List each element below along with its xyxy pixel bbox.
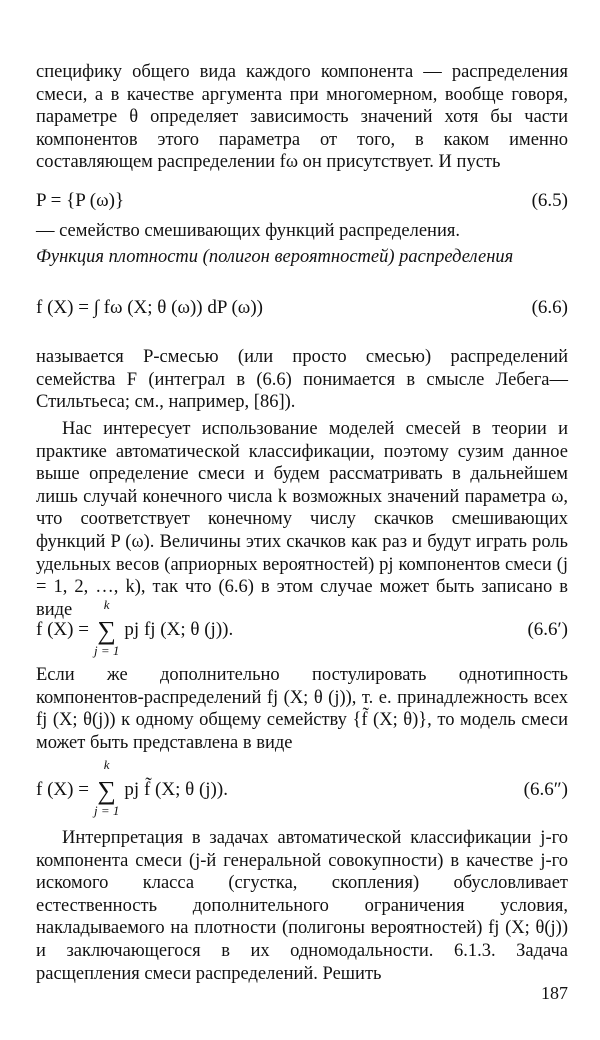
sum-upper-limit: k [103,756,110,772]
formula-6-6-double-prime-number: (6.6″) [523,779,568,800]
formula-6-6-prime-rhs: pj fj (X; θ (j)). [124,619,234,640]
formula-6-5 [36,186,568,216]
paragraph-intro-text: специфику общего вида каждого компонента — распределения смеси, а в качестве аргумента при многомерном, вообще говоря, параметре θ определяет зависимость значений хотя бы части компонентов этого параметра от того, в каком именно составляющем распределении fω он присутствует. И пусть [36,62,568,173]
formula-6-6-expr: f (X) = ∫ fω (X; θ (ω)) dP (ω)) [36,297,263,318]
paragraph-interpretation [36,827,568,985]
formula-6-6-prime-number: (6.6′) [527,619,568,640]
formula-6-5-expr: P = {P (ω)} [36,190,125,211]
formula-6-6-double-prime [36,756,568,820]
formula-6-6-double-prime-lhs: f (X) = [36,779,89,800]
paragraph-interpretation-text: Интерпретация в задачах автоматической классификации j-го компонента смеси (j-й генеральной совокупности) в качестве j-го искомого класса (сгустка, скопления) обусловливает естественность дополнительного ограничения условия, накладываемого на плотности (полигоны вероятностей) fj (X; θ(j)) и заключающегося в их одномодальности. 6.1.3. Задача расщепления смеси распределений. Решить [36,828,568,984]
paragraph-homogeneity [36,664,568,754]
paragraph-density-heading [36,246,568,269]
paragraph-density-heading-text: Функция плотности (полигон вероятностей) распределения [36,247,514,267]
formula-6-6-prime [36,596,568,660]
paragraph-finite-mixture [36,418,568,621]
paragraph-p-mixture [36,346,568,414]
sum-lower-limit: j = 1 [93,642,120,658]
formula-6-6 [36,293,568,323]
formula-6-6-double-prime-expr [36,756,228,818]
formula-6-6-number: (6.6) [531,297,568,318]
paragraph-intro [36,61,568,174]
paragraph-homogeneity-text: Если же дополнительно постулировать однотипность компонентов-распределений fj (X; θ (j)), т. е. принадлежность всех fj (X; θ(j)) к одному общему семейству {f̃ (X; θ)}, то модель смеси может быть представлена в виде [36,665,568,753]
formula-6-6-double-prime-rhs: pj f̃ (X; θ (j)). [124,779,228,800]
paragraph-mixing-family-text: — семейство смешивающих функций распределения. [36,221,460,241]
formula-6-6-prime-expr [36,596,234,658]
sum-operator: ∑ k j = 1 [93,756,120,818]
paragraph-p-mixture-text: называется P-смесью (или просто смесью) распределений семейства F (интеграл в (6.6) понимается в смысле Лебега—Стильтьеса; см., например, [86]). [36,347,568,413]
sum-operator: ∑ k j = 1 [93,596,120,658]
sum-upper-limit: k [103,596,110,612]
sum-lower-limit: j = 1 [93,802,120,818]
paragraph-mixing-family [36,220,568,243]
paragraph-finite-mixture-text: Нас интересует использование моделей смесей в теории и практике автоматической классификации, поэтому сузим данное выше определение смеси и будем рассматривать в дальнейшем лишь случай конечного числа k возможных значений параметра ω, что соответствует конечному числу скачков смешивающих функций P (ω). Величины этих скачков как раз и будут играть роль удельных весов (априорных вероятностей) pj компонентов смеси (j = 1, 2, …, k), так что (6.6) в этом случае может быть записано в виде [36,419,568,620]
formula-6-5-number: (6.5) [531,190,568,211]
page-number: 187 [541,983,568,1003]
formula-6-6-prime-lhs: f (X) = [36,619,89,640]
